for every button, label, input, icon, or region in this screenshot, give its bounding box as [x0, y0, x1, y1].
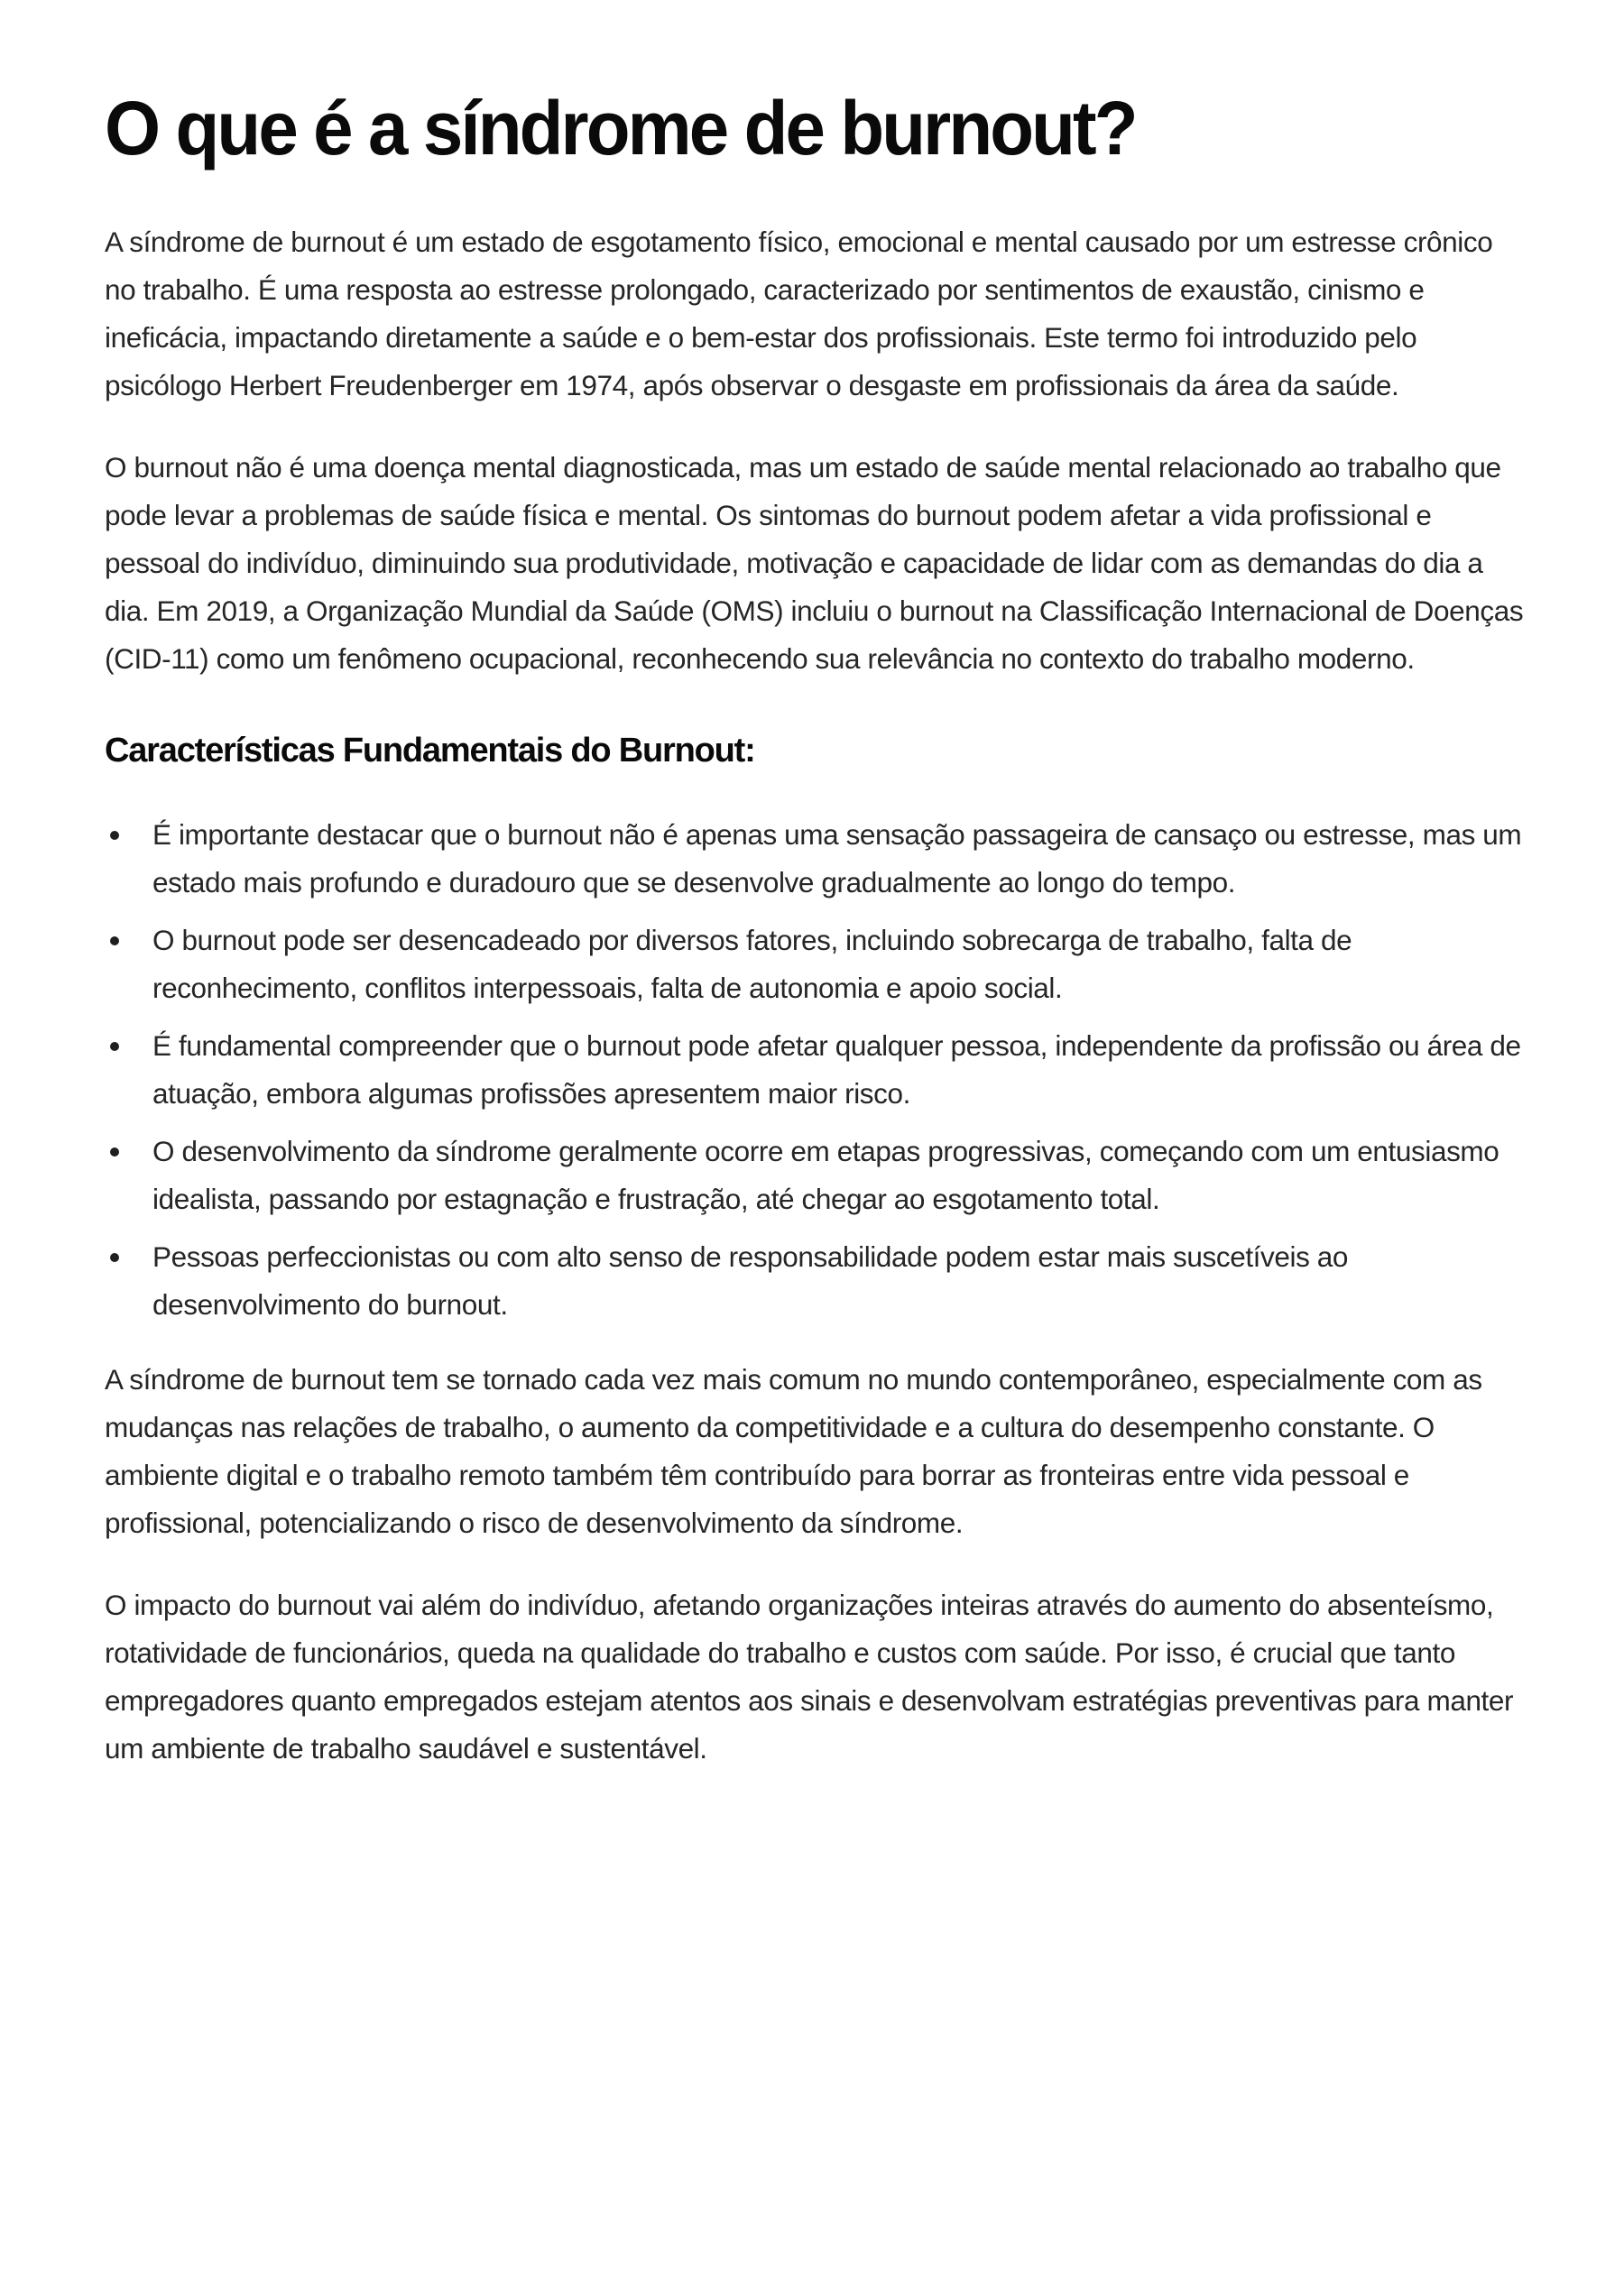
list-item — [105, 1022, 1530, 1118]
list-item — [105, 811, 1530, 907]
list-item — [105, 917, 1530, 1012]
list-item-text: O desenvolvimento da síndrome geralmente ocorre em etapas progressivas, começando com um entusiasmo idealista, passando por estagnação e frustração, até chegar ao esgotamento total. — [152, 1135, 1499, 1215]
intro-paragraph-2: O burnout não é uma doença mental diagnosticada, mas um estado de saúde mental relacionado ao trabalho que pode levar a problemas de saúde física e mental. Os sintomas do burnout podem afetar a vida profissional e pessoal do indivíduo, diminuindo sua produtividade, motivação e capacidade de lidar com as demandas do dia a dia. Em 2019, a Organização Mundial da Saúde (OMS) incluiu o burnout na Classificação Internacional de Doenças (CID-11) como um fenômeno ocupacional, reconhecendo sua relevância no contexto do trabalho moderno. — [105, 451, 1524, 675]
page-title: O que é a síndrome de burnout? — [105, 86, 1136, 171]
bullet-icon — [110, 1042, 119, 1051]
bullet-icon — [110, 1148, 119, 1157]
list-item — [105, 1233, 1530, 1329]
list-item-text: O burnout pode ser desencadeado por diversos fatores, incluindo sobrecarga de trabalho, falta de reconhecimento, conflitos interpessoais, falta de autonomia e apoio social. — [152, 924, 1352, 1004]
list-item-text: É importante destacar que o burnout não é apenas uma sensação passageira de cansaço ou estresse, mas um estado mais profundo e duradouro que se desenvolve gradualmente ao longo do tempo. — [152, 818, 1522, 899]
document-page — [105, 0, 1530, 1773]
bullet-icon — [110, 1253, 119, 1262]
closing-paragraph-2: O impacto do burnout vai além do indivíduo, afetando organizações inteiras através do aumento do absenteísmo, rotatividade de funcionários, queda na qualidade do trabalho e custos com saúde. Por isso, é crucial que tanto empregadores quanto empregados estejam atentos aos sinais e desenvolvam estratégias preventivas para manter um ambiente de trabalho saudável e sustentável. — [105, 1589, 1514, 1765]
list-item-text: É fundamental compreender que o burnout pode afetar qualquer pessoa, independente da profissão ou área de atuação, embora algumas profissões apresentem maior risco. — [152, 1029, 1521, 1110]
closing-paragraph-1: A síndrome de burnout tem se tornado cada vez mais comum no mundo contemporâneo, especialmente com as mudanças nas relações de trabalho, o aumento da competitividade e a cultura do desempenho constante. O ambiente digital e o trabalho remoto também têm contribuído para borrar as fronteiras entre vida pessoal e profissional, potencializando o risco de desenvolvimento da síndrome. — [105, 1363, 1482, 1539]
bullet-icon — [110, 831, 119, 840]
bullet-icon — [110, 936, 119, 945]
list-item-text: Pessoas perfeccionistas ou com alto senso de responsabilidade podem estar mais suscetíveis ao desenvolvimento do burnout. — [152, 1240, 1349, 1321]
characteristics-list — [105, 811, 1530, 1329]
section-heading: Características Fundamentais do Burnout: — [105, 732, 755, 770]
list-item — [105, 1128, 1530, 1223]
intro-paragraph-1: A síndrome de burnout é um estado de esgotamento físico, emocional e mental causado por um estresse crônico no trabalho. É uma resposta ao estresse prolongado, caracterizado por sentimentos de exaustão, cinismo e ineficácia, impactando diretamente a saúde e o bem-estar dos profissionais. Este termo foi introduzido pelo psicólogo Herbert Freudenberger em 1974, após observar o desgaste em profissionais da área da saúde. — [105, 226, 1493, 401]
